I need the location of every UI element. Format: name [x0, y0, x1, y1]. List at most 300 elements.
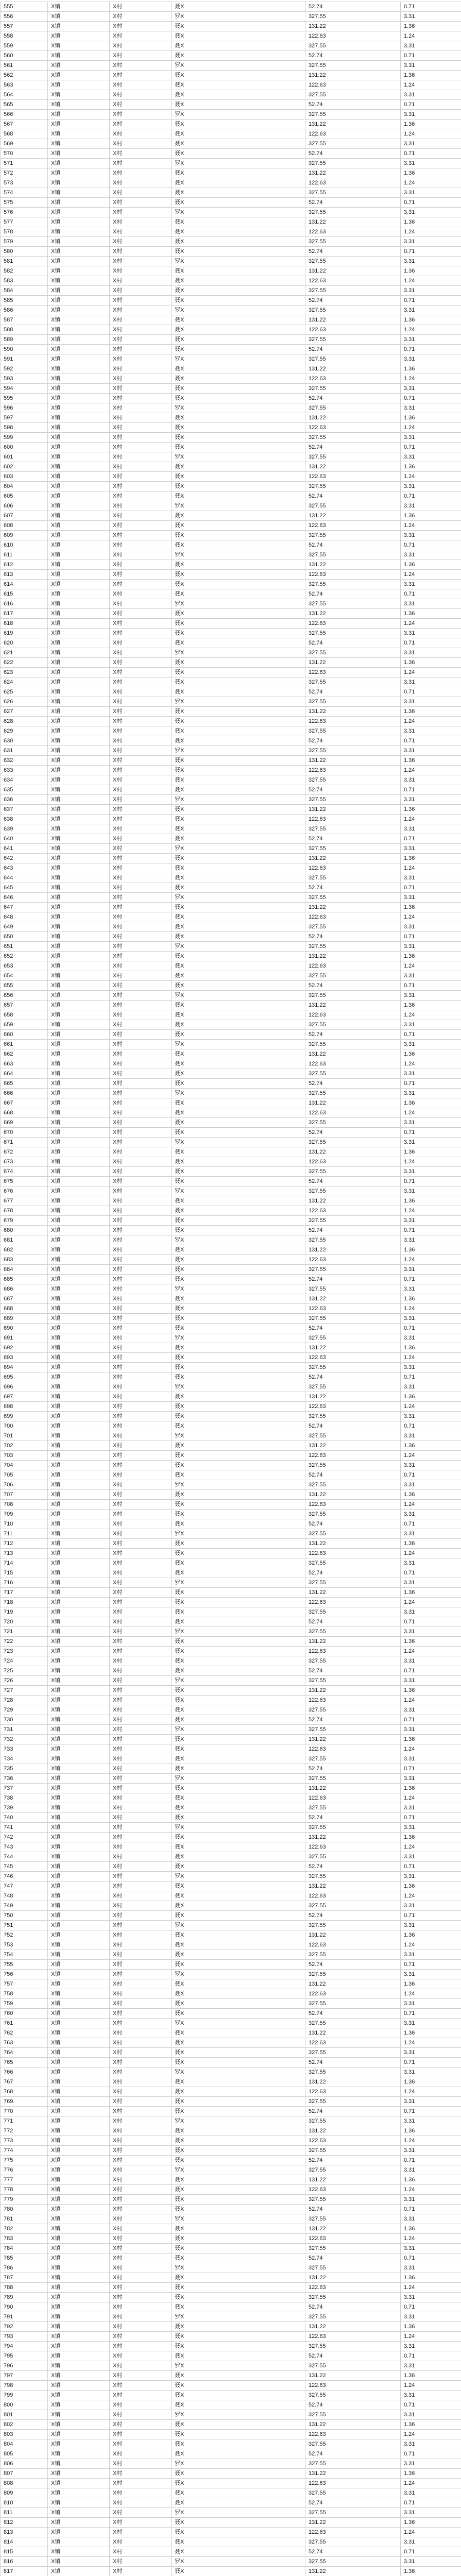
amount-cell: 1.36	[401, 2077, 461, 2087]
name-cell: 聂X	[172, 609, 305, 619]
name-cell: 聂X	[172, 1196, 305, 1206]
row-number-cell: 733	[1, 1744, 48, 1754]
amount-cell: 1.24	[401, 2038, 461, 2048]
row-number-cell: 721	[1, 1627, 48, 1637]
area-cell: 122.63	[305, 2430, 401, 2439]
table-row	[1, 1754, 461, 1764]
amount-cell: 1.24	[401, 912, 461, 922]
row-number-cell: 814	[1, 2537, 48, 2547]
village-cell: X村	[110, 80, 172, 90]
name-cell: 聂X	[172, 1656, 305, 1666]
town-cell: X镇	[48, 1647, 110, 1656]
amount-cell: 3.31	[401, 2195, 461, 2205]
amount-cell: 3.31	[401, 257, 461, 266]
amount-cell: 3.31	[401, 403, 461, 413]
row-number-cell: 649	[1, 922, 48, 932]
town-cell: X镇	[48, 482, 110, 492]
area-cell: 122.63	[305, 276, 401, 286]
table-row	[1, 2302, 461, 2312]
amount-cell: 1.24	[401, 1206, 461, 1216]
row-number-cell: 650	[1, 932, 48, 942]
town-cell: X镇	[48, 1676, 110, 1686]
area-cell: 327.55	[305, 1901, 401, 1911]
table-row	[1, 863, 461, 873]
village-cell: X村	[110, 932, 172, 942]
amount-cell: 0.71	[401, 1226, 461, 1235]
village-cell: X村	[110, 580, 172, 589]
table-row	[1, 726, 461, 736]
village-cell: X村	[110, 1138, 172, 1147]
row-number-cell: 755	[1, 1960, 48, 1970]
amount-cell: 0.71	[401, 394, 461, 403]
table-row	[1, 1627, 461, 1637]
town-cell: X镇	[48, 1696, 110, 1705]
name-cell: 聂X	[172, 1353, 305, 1363]
row-number-cell: 759	[1, 1999, 48, 2009]
table-row	[1, 2273, 461, 2283]
row-number-cell: 745	[1, 1862, 48, 1872]
row-number-cell: 799	[1, 2391, 48, 2400]
town-cell: X镇	[48, 1803, 110, 1813]
village-cell: X村	[110, 1989, 172, 1999]
village-cell: X村	[110, 1598, 172, 1607]
amount-cell: 3.31	[401, 1138, 461, 1147]
town-cell: X镇	[48, 2, 110, 12]
amount-cell: 3.31	[401, 824, 461, 834]
area-cell: 131.22	[305, 1588, 401, 1598]
row-number-cell: 784	[1, 2244, 48, 2253]
town-cell: X镇	[48, 462, 110, 472]
town-cell: X镇	[48, 2244, 110, 2253]
table-row	[1, 1558, 461, 1568]
town-cell: X镇	[48, 521, 110, 531]
amount-cell: 3.31	[401, 1803, 461, 1813]
area-cell: 327.55	[305, 2410, 401, 2420]
village-cell: X村	[110, 609, 172, 619]
table-row	[1, 1108, 461, 1118]
town-cell: X镇	[48, 1441, 110, 1451]
amount-cell: 0.71	[401, 1079, 461, 1089]
town-cell: X镇	[48, 159, 110, 168]
village-cell: X村	[110, 374, 172, 384]
table-row	[1, 1862, 461, 1872]
row-number-cell: 677	[1, 1196, 48, 1206]
village-cell: X村	[110, 1079, 172, 1089]
amount-cell: 1.36	[401, 903, 461, 912]
area-cell: 131.22	[305, 756, 401, 766]
town-cell: X镇	[48, 775, 110, 785]
town-cell: X镇	[48, 1216, 110, 1226]
table-row	[1, 198, 461, 208]
village-cell: X村	[110, 2205, 172, 2214]
table-row	[1, 1069, 461, 1079]
village-cell: X村	[110, 687, 172, 697]
town-cell: X镇	[48, 1911, 110, 1921]
name-cell: 聂X	[172, 2537, 305, 2547]
row-number-cell: 632	[1, 756, 48, 766]
row-number-cell: 657	[1, 1001, 48, 1010]
area-cell: 131.22	[305, 903, 401, 912]
town-cell: X镇	[48, 1206, 110, 1216]
area-cell: 327.55	[305, 1333, 401, 1343]
amount-cell: 3.31	[401, 629, 461, 638]
village-cell: X村	[110, 1451, 172, 1461]
area-cell: 327.55	[305, 893, 401, 903]
table-row	[1, 1206, 461, 1216]
town-cell: X镇	[48, 2537, 110, 2547]
area-cell: 327.55	[305, 1461, 401, 1470]
amount-cell: 1.24	[401, 129, 461, 139]
name-cell: 罗X	[172, 257, 305, 266]
town-cell: X镇	[48, 2175, 110, 2185]
amount-cell: 0.71	[401, 2253, 461, 2263]
town-cell: X镇	[48, 942, 110, 952]
town-cell: X镇	[48, 1382, 110, 1392]
area-cell: 131.22	[305, 1392, 401, 1402]
row-number-cell: 775	[1, 2156, 48, 2165]
table-row	[1, 2567, 461, 2576]
amount-cell: 1.36	[401, 71, 461, 80]
name-cell: 聂X	[172, 139, 305, 149]
table-row	[1, 178, 461, 188]
amount-cell: 3.31	[401, 1216, 461, 1226]
table-row	[1, 1402, 461, 1412]
table-row	[1, 1412, 461, 1421]
name-cell: 聂X	[172, 1833, 305, 1842]
table-row	[1, 1735, 461, 1744]
table-row	[1, 139, 461, 149]
amount-cell: 1.24	[401, 472, 461, 482]
amount-cell: 0.71	[401, 2302, 461, 2312]
table-row	[1, 1930, 461, 1940]
area-cell: 122.63	[305, 1647, 401, 1656]
village-cell: X村	[110, 120, 172, 129]
area-cell: 52.74	[305, 296, 401, 306]
name-cell: 聂X	[172, 2156, 305, 2165]
amount-cell: 0.71	[401, 1617, 461, 1627]
name-cell: 聂X	[172, 560, 305, 570]
village-cell: X村	[110, 1392, 172, 1402]
town-cell: X镇	[48, 922, 110, 932]
name-cell: 聂X	[172, 1265, 305, 1275]
town-cell: X镇	[48, 1030, 110, 1040]
amount-cell: 0.71	[401, 1666, 461, 1676]
table-row	[1, 2087, 461, 2097]
row-number-cell: 604	[1, 482, 48, 492]
town-cell: X镇	[48, 638, 110, 648]
table-row	[1, 1049, 461, 1059]
town-cell: X镇	[48, 1627, 110, 1637]
amount-cell: 3.31	[401, 1431, 461, 1441]
village-cell: X村	[110, 227, 172, 237]
amount-cell: 3.31	[401, 2391, 461, 2400]
town-cell: X镇	[48, 423, 110, 433]
town-cell: X镇	[48, 217, 110, 227]
town-cell: X镇	[48, 443, 110, 452]
town-cell: X镇	[48, 2351, 110, 2361]
row-number-cell: 603	[1, 472, 48, 482]
name-cell: 聂X	[172, 394, 305, 403]
row-number-cell: 786	[1, 2263, 48, 2273]
amount-cell: 1.24	[401, 521, 461, 531]
table-row	[1, 1470, 461, 1480]
table-row	[1, 257, 461, 266]
area-cell: 52.74	[305, 2400, 401, 2410]
area-cell: 327.55	[305, 2361, 401, 2371]
row-number-cell: 760	[1, 2009, 48, 2019]
town-cell: X镇	[48, 2332, 110, 2342]
name-cell: 聂X	[172, 1069, 305, 1079]
row-number-cell: 618	[1, 619, 48, 629]
village-cell: X村	[110, 2302, 172, 2312]
row-number-cell: 578	[1, 227, 48, 237]
amount-cell: 1.24	[401, 2185, 461, 2195]
table-row	[1, 296, 461, 306]
amount-cell: 1.36	[401, 1784, 461, 1793]
village-cell: X村	[110, 717, 172, 726]
village-cell: X村	[110, 2537, 172, 2547]
table-row	[1, 2107, 461, 2116]
village-cell: X村	[110, 824, 172, 834]
table-row	[1, 1187, 461, 1196]
name-cell: 聂X	[172, 1147, 305, 1157]
town-cell: X镇	[48, 1793, 110, 1803]
row-number-cell: 642	[1, 854, 48, 863]
row-number-cell: 652	[1, 952, 48, 961]
table-row	[1, 1940, 461, 1950]
town-cell: X镇	[48, 247, 110, 257]
town-cell: X镇	[48, 2420, 110, 2430]
table-row	[1, 2430, 461, 2439]
table-row	[1, 2332, 461, 2342]
village-cell: X村	[110, 1960, 172, 1970]
town-cell: X镇	[48, 697, 110, 707]
village-cell: X村	[110, 1490, 172, 1500]
town-cell: X镇	[48, 286, 110, 296]
village-cell: X村	[110, 61, 172, 71]
town-cell: X镇	[48, 2097, 110, 2107]
name-cell: 聂X	[172, 2038, 305, 2048]
town-cell: X镇	[48, 2253, 110, 2263]
table-row	[1, 2547, 461, 2557]
area-cell: 122.63	[305, 1793, 401, 1803]
name-cell: 聂X	[172, 1059, 305, 1069]
amount-cell: 1.24	[401, 1549, 461, 1558]
name-cell: 聂X	[172, 2302, 305, 2312]
name-cell: 聂X	[172, 2107, 305, 2116]
row-number-cell: 561	[1, 61, 48, 71]
area-cell: 327.55	[305, 1363, 401, 1372]
amount-cell: 1.24	[401, 1598, 461, 1607]
name-cell: 罗X	[172, 2116, 305, 2126]
village-cell: X村	[110, 384, 172, 394]
row-number-cell: 619	[1, 629, 48, 638]
name-cell: 聂X	[172, 100, 305, 110]
area-cell: 52.74	[305, 1421, 401, 1431]
table-row	[1, 384, 461, 394]
town-cell: X镇	[48, 2146, 110, 2156]
name-cell: 聂X	[172, 511, 305, 521]
amount-cell: 3.31	[401, 2488, 461, 2498]
village-cell: X村	[110, 1431, 172, 1441]
name-cell: 罗X	[172, 550, 305, 560]
row-number-cell: 648	[1, 912, 48, 922]
table-row	[1, 168, 461, 178]
village-cell: X村	[110, 51, 172, 61]
area-cell: 131.22	[305, 1784, 401, 1793]
village-cell: X村	[110, 2391, 172, 2400]
area-cell: 52.74	[305, 1862, 401, 1872]
table-row	[1, 423, 461, 433]
town-cell: X镇	[48, 1637, 110, 1647]
amount-cell: 1.36	[401, 364, 461, 374]
table-row	[1, 403, 461, 413]
name-cell: 聂X	[172, 531, 305, 540]
row-number-cell: 772	[1, 2126, 48, 2136]
village-cell: X村	[110, 2567, 172, 2576]
amount-cell: 3.31	[401, 1852, 461, 1862]
name-cell: 聂X	[172, 2185, 305, 2195]
table-row	[1, 501, 461, 511]
town-cell: X镇	[48, 168, 110, 178]
village-cell: X村	[110, 286, 172, 296]
table-row	[1, 1147, 461, 1157]
amount-cell: 1.36	[401, 560, 461, 570]
village-cell: X村	[110, 1265, 172, 1275]
town-cell: X镇	[48, 971, 110, 981]
amount-cell: 3.31	[401, 1676, 461, 1686]
amount-cell: 0.71	[401, 1911, 461, 1921]
area-cell: 327.55	[305, 1089, 401, 1098]
area-cell: 131.22	[305, 560, 401, 570]
row-number-cell: 734	[1, 1754, 48, 1764]
name-cell: 聂X	[172, 1735, 305, 1744]
name-cell: 聂X	[172, 296, 305, 306]
row-number-cell: 599	[1, 433, 48, 443]
name-cell: 罗X	[172, 452, 305, 462]
village-cell: X村	[110, 306, 172, 315]
name-cell: 聂X	[172, 1960, 305, 1970]
town-cell: X镇	[48, 1128, 110, 1138]
name-cell: 聂X	[172, 2479, 305, 2488]
name-cell: 聂X	[172, 1245, 305, 1255]
amount-cell: 0.71	[401, 2156, 461, 2165]
name-cell: 聂X	[172, 1979, 305, 1989]
name-cell: 聂X	[172, 1157, 305, 1167]
table-row	[1, 1020, 461, 1030]
row-number-cell: 761	[1, 2019, 48, 2028]
table-row	[1, 932, 461, 942]
town-cell: X镇	[48, 1118, 110, 1128]
name-cell: 聂X	[172, 2195, 305, 2205]
row-number-cell: 662	[1, 1049, 48, 1059]
row-number-cell: 565	[1, 100, 48, 110]
area-cell: 327.55	[305, 1265, 401, 1275]
row-number-cell: 768	[1, 2087, 48, 2097]
town-cell: X镇	[48, 961, 110, 971]
amount-cell: 0.71	[401, 638, 461, 648]
table-row	[1, 1392, 461, 1402]
table-row	[1, 1040, 461, 1049]
village-cell: X村	[110, 2469, 172, 2479]
area-cell: 327.55	[305, 159, 401, 168]
amount-cell: 1.36	[401, 1343, 461, 1353]
area-cell: 131.22	[305, 1147, 401, 1157]
town-cell: X镇	[48, 345, 110, 354]
village-cell: X村	[110, 1412, 172, 1421]
name-cell: 聂X	[172, 2087, 305, 2097]
town-cell: X镇	[48, 1979, 110, 1989]
amount-cell: 3.31	[401, 306, 461, 315]
row-number-cell: 807	[1, 2469, 48, 2479]
town-cell: X镇	[48, 550, 110, 560]
village-cell: X村	[110, 942, 172, 952]
town-cell: X镇	[48, 1784, 110, 1793]
amount-cell: 1.24	[401, 2283, 461, 2293]
town-cell: X镇	[48, 1578, 110, 1588]
village-cell: X村	[110, 2009, 172, 2019]
town-cell: X镇	[48, 354, 110, 364]
village-cell: X村	[110, 2547, 172, 2557]
name-cell: 罗X	[172, 1333, 305, 1343]
table-row	[1, 2, 461, 12]
name-cell: 聂X	[172, 1813, 305, 1823]
amount-cell: 3.31	[401, 746, 461, 756]
area-cell: 131.22	[305, 168, 401, 178]
amount-cell: 1.24	[401, 1255, 461, 1265]
village-cell: X村	[110, 188, 172, 198]
area-cell: 52.74	[305, 1617, 401, 1627]
amount-cell: 1.36	[401, 756, 461, 766]
village-cell: X村	[110, 1784, 172, 1793]
table-row	[1, 2508, 461, 2518]
table-row	[1, 462, 461, 472]
area-cell: 122.63	[305, 1255, 401, 1265]
amount-cell: 1.24	[401, 815, 461, 824]
table-row	[1, 1529, 461, 1539]
name-cell: 罗X	[172, 697, 305, 707]
amount-cell: 1.36	[401, 805, 461, 815]
row-number-cell: 802	[1, 2420, 48, 2430]
amount-cell: 1.36	[401, 168, 461, 178]
area-cell: 52.74	[305, 1079, 401, 1089]
village-cell: X村	[110, 1147, 172, 1157]
row-number-cell: 615	[1, 589, 48, 599]
name-cell: 聂X	[172, 658, 305, 668]
area-cell: 52.74	[305, 834, 401, 844]
table-row	[1, 648, 461, 658]
name-cell: 聂X	[172, 1617, 305, 1627]
amount-cell: 1.36	[401, 1245, 461, 1255]
name-cell: 聂X	[172, 2136, 305, 2146]
name-cell: 聂X	[172, 1930, 305, 1940]
row-number-cell: 696	[1, 1382, 48, 1392]
amount-cell: 0.71	[401, 981, 461, 991]
table-row	[1, 2214, 461, 2224]
table-row	[1, 1666, 461, 1676]
amount-cell: 0.71	[401, 1568, 461, 1578]
town-cell: X镇	[48, 560, 110, 570]
row-number-cell: 770	[1, 2107, 48, 2116]
area-cell: 131.22	[305, 2175, 401, 2185]
village-cell: X村	[110, 159, 172, 168]
town-cell: X镇	[48, 2557, 110, 2567]
amount-cell: 1.36	[401, 2028, 461, 2038]
row-number-cell: 694	[1, 1363, 48, 1372]
amount-cell: 1.36	[401, 1882, 461, 1891]
area-cell: 327.55	[305, 501, 401, 511]
town-cell: X镇	[48, 1177, 110, 1187]
